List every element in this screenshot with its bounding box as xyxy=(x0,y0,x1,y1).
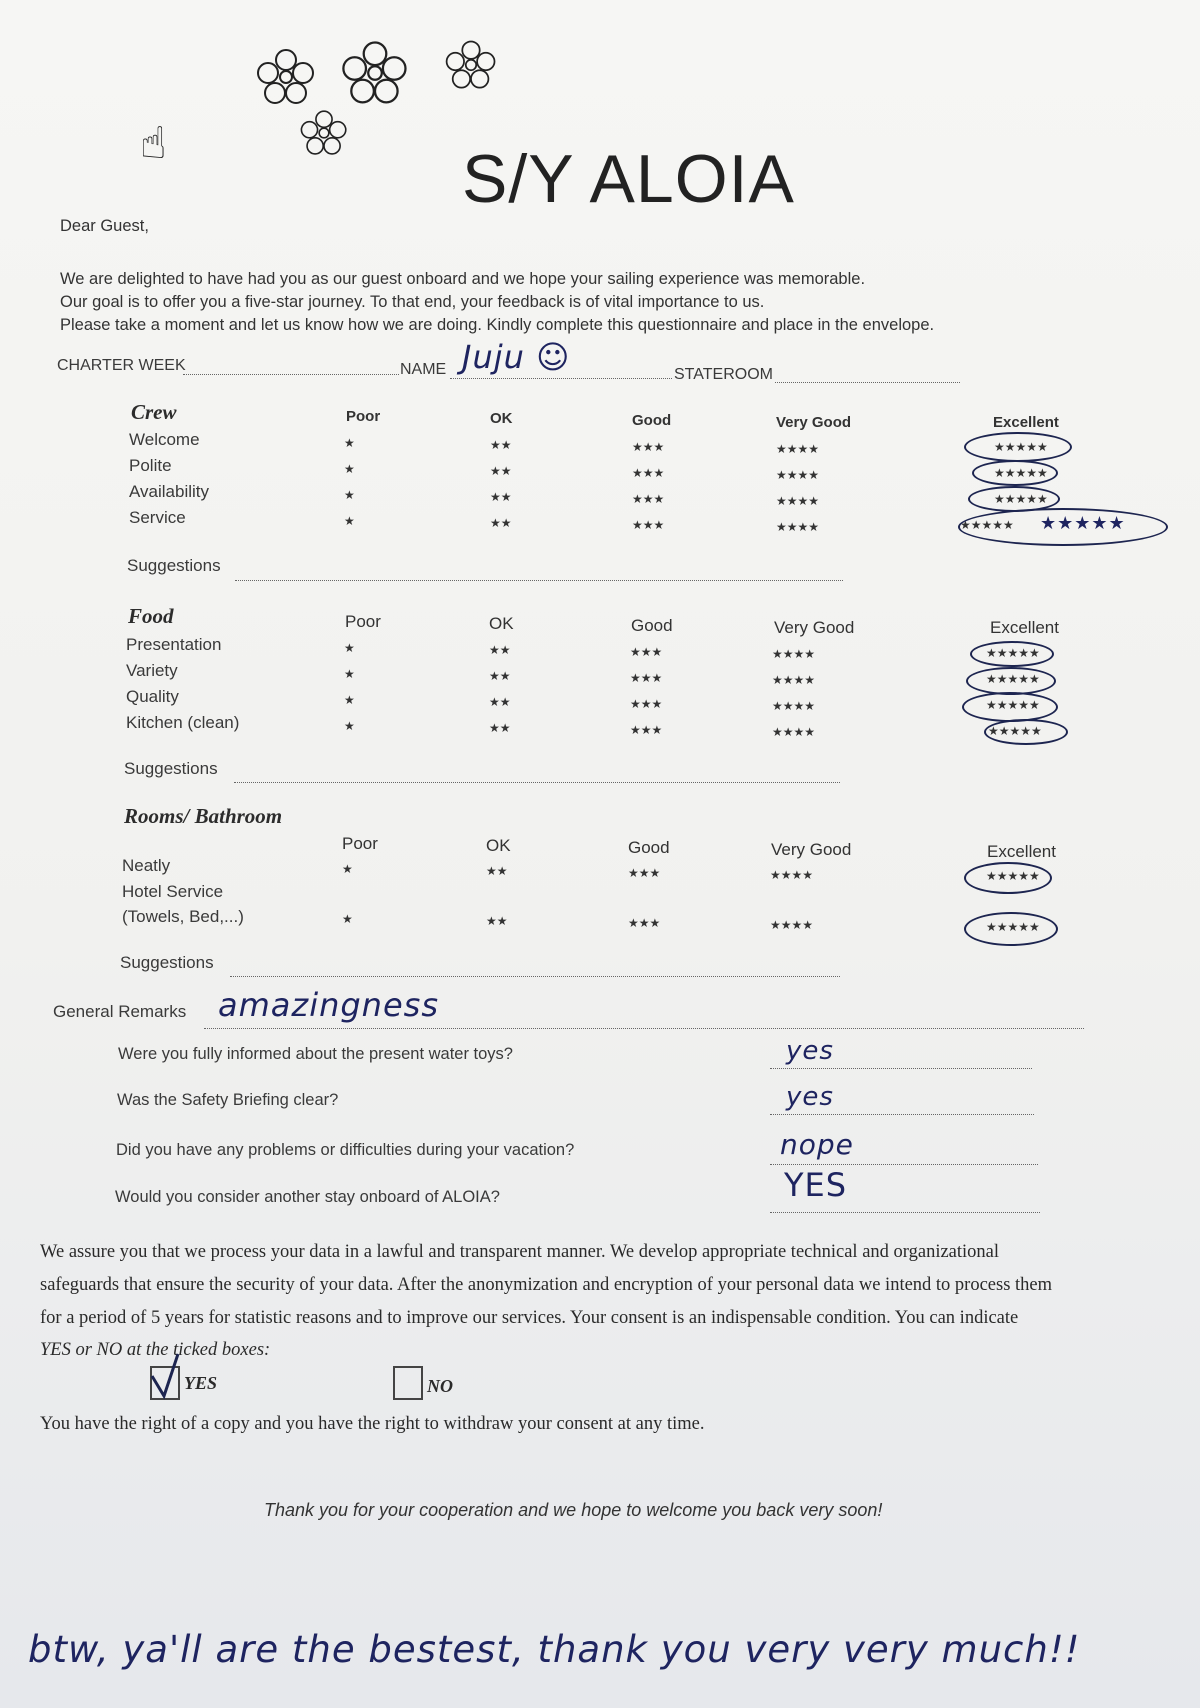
stateroom-field[interactable] xyxy=(775,382,960,383)
star-rating-1[interactable]: ★ xyxy=(344,514,355,528)
selection-circle xyxy=(962,692,1058,722)
answer-field[interactable] xyxy=(770,1068,1032,1069)
star-rating-2[interactable]: ★★ xyxy=(490,464,512,478)
answer-another-stay: YES xyxy=(784,1166,848,1204)
crew-suggestions-label: Suggestions xyxy=(127,556,221,575)
col-ok: OK xyxy=(486,836,511,855)
handwritten-note: btw, ya'll are the bestest, thank you very very much!! xyxy=(28,1628,1081,1671)
star-rating-4[interactable]: ★★★★ xyxy=(776,520,820,534)
star-rating-5[interactable]: ★★★★★ xyxy=(986,869,1040,883)
crew-item-service: Service xyxy=(129,508,186,527)
food-item-variety: Variety xyxy=(126,661,178,680)
star-rating-3[interactable]: ★★★ xyxy=(632,518,665,532)
crew-item-polite: Polite xyxy=(129,456,172,475)
rooms-suggestions-label: Suggestions xyxy=(120,953,214,972)
star-rating-5[interactable]: ★★★★★ xyxy=(988,724,1042,738)
col-excellent: Excellent xyxy=(993,414,1059,431)
star-rating-1[interactable]: ★ xyxy=(344,641,355,655)
greeting: Dear Guest, xyxy=(60,217,149,235)
food-item-kitchen: Kitchen (clean) xyxy=(126,713,240,732)
star-rating-3[interactable]: ★★★ xyxy=(630,697,663,711)
star-rating-5[interactable]: ★★★★★ xyxy=(994,492,1048,506)
intro-line: Please take a moment and let us know how we are doing. Kindly complete this questionnaire and place in the envelope. xyxy=(60,316,935,334)
question-water-toys: Were you fully informed about the present water toys? xyxy=(118,1045,513,1063)
star-rating-5[interactable]: ★★★★★ xyxy=(986,672,1040,686)
star-rating-5[interactable]: ★★★★★ xyxy=(986,920,1040,934)
star-rating-1[interactable]: ★ xyxy=(344,462,355,476)
answer-safety-briefing: yes xyxy=(786,1082,834,1112)
star-rating-1[interactable]: ★ xyxy=(342,912,353,926)
crew-item-welcome: Welcome xyxy=(129,430,200,449)
extra-stars-scribble: ★★★★★ xyxy=(1040,513,1126,534)
col-poor: Poor xyxy=(342,834,378,853)
charter-week-label: CHARTER WEEK xyxy=(57,357,186,374)
selection-circle xyxy=(958,508,1168,546)
flower-doodle-icon xyxy=(340,38,410,108)
answer-field[interactable] xyxy=(770,1114,1034,1115)
crew-item-availability: Availability xyxy=(129,482,210,501)
star-rating-1[interactable]: ★ xyxy=(344,667,355,681)
star-rating-2[interactable]: ★★ xyxy=(486,914,508,928)
star-rating-4[interactable]: ★★★★ xyxy=(776,468,820,482)
consent-no-label: NO xyxy=(427,1376,453,1396)
rooms-suggestions-field[interactable] xyxy=(230,976,840,977)
question-another-stay: Would you consider another stay onboard of ALOIA? xyxy=(115,1188,500,1206)
answer-water-toys: yes xyxy=(786,1036,834,1066)
flower-doodle-icon xyxy=(444,38,498,92)
col-very-good: Very Good xyxy=(771,840,852,859)
food-item-presentation: Presentation xyxy=(126,635,222,654)
star-rating-1[interactable]: ★ xyxy=(342,862,353,876)
name-field[interactable] xyxy=(450,378,672,379)
rooms-item-hotel-service: Hotel Service xyxy=(122,882,224,901)
star-rating-2[interactable]: ★★ xyxy=(486,864,508,878)
selection-circle xyxy=(984,719,1068,745)
question-safety-briefing: Was the Safety Briefing clear? xyxy=(117,1091,339,1109)
col-good: Good xyxy=(632,412,672,429)
rooms-item-towels-bed: (Towels, Bed,...) xyxy=(122,907,244,926)
col-poor: Poor xyxy=(346,408,381,425)
col-good: Good xyxy=(631,616,673,635)
food-suggestions-label: Suggestions xyxy=(124,759,218,778)
star-rating-4[interactable]: ★★★★ xyxy=(772,699,816,713)
selection-circle xyxy=(966,667,1056,695)
selection-circle xyxy=(972,460,1058,486)
general-remarks-field[interactable] xyxy=(204,1028,1084,1029)
star-rating-2[interactable]: ★★ xyxy=(490,516,512,530)
selection-circle xyxy=(964,912,1058,946)
col-excellent: Excellent xyxy=(990,618,1059,637)
col-good: Good xyxy=(628,838,670,857)
rooms-item-neatly: Neatly xyxy=(122,856,171,875)
general-remarks-label: General Remarks xyxy=(53,1002,187,1021)
star-rating-5[interactable]: ★★★★★ xyxy=(960,518,1014,532)
flower-doodle-icon xyxy=(255,46,317,108)
name-value: Juju ☺ xyxy=(462,338,571,376)
star-rating-3[interactable]: ★★★ xyxy=(632,492,665,506)
food-section-title: Food xyxy=(128,604,174,628)
food-suggestions-field[interactable] xyxy=(234,782,840,783)
col-excellent: Excellent xyxy=(987,842,1056,861)
star-rating-3[interactable]: ★★★ xyxy=(630,645,663,659)
privacy-line: for a period of 5 years for statistic reasons and to improve our services. Your consent is an indispensable condition. You can indicate xyxy=(40,1308,1019,1328)
star-rating-3[interactable]: ★★★ xyxy=(630,723,663,737)
privacy-line: YES or NO at the ticked boxes: xyxy=(40,1340,271,1360)
selection-circle xyxy=(964,432,1072,462)
star-rating-3[interactable]: ★★★ xyxy=(628,866,661,880)
star-rating-2[interactable]: ★★ xyxy=(489,721,511,735)
star-rating-1[interactable]: ★ xyxy=(344,693,355,707)
name-label: NAME xyxy=(400,361,447,378)
star-rating-3[interactable]: ★★★ xyxy=(628,916,661,930)
star-rating-4[interactable]: ★★★★ xyxy=(772,673,816,687)
answer-field[interactable] xyxy=(770,1212,1040,1213)
star-rating-5[interactable]: ★★★★★ xyxy=(994,466,1048,480)
selection-circle xyxy=(970,641,1054,667)
star-rating-3[interactable]: ★★★ xyxy=(630,671,663,685)
col-ok: OK xyxy=(489,614,514,633)
star-rating-5[interactable]: ★★★★★ xyxy=(986,698,1040,712)
star-rating-3[interactable]: ★★★ xyxy=(632,440,665,454)
star-rating-2[interactable]: ★★ xyxy=(489,695,511,709)
col-ok: OK xyxy=(490,410,513,427)
privacy-line: We assure you that we process your data in a lawful and transparent manner. We develop appropriate technical and organizational xyxy=(40,1242,1000,1262)
star-rating-4[interactable]: ★★★★ xyxy=(776,442,820,456)
star-rating-1[interactable]: ★ xyxy=(344,436,355,450)
consent-yes-label: YES xyxy=(184,1373,218,1393)
intro-line: Our goal is to offer you a five-star journey. To that end, your feedback is of vital importance to us. xyxy=(60,293,765,311)
star-rating-1[interactable]: ★ xyxy=(344,488,355,502)
star-rating-2[interactable]: ★★ xyxy=(489,643,511,657)
privacy-line: safeguards that ensure the security of your data. After the anonymization and encryption of your personal data we intend to process them xyxy=(40,1275,1053,1295)
star-rating-4[interactable]: ★★★★ xyxy=(770,868,814,882)
crew-suggestions-field[interactable] xyxy=(235,580,843,581)
intro-line: We are delighted to have had you as our guest onboard and we hope your sailing experience was memorable. xyxy=(60,270,866,288)
rooms-section-title: Rooms/ Bathroom xyxy=(124,804,283,828)
star-rating-2[interactable]: ★★ xyxy=(490,438,512,452)
star-rating-2[interactable]: ★★ xyxy=(489,669,511,683)
star-rating-5[interactable]: ★★★★★ xyxy=(994,440,1048,454)
crew-section-title: Crew xyxy=(131,400,177,424)
answer-field[interactable] xyxy=(770,1164,1038,1165)
general-remarks-value: amazingness xyxy=(218,986,439,1024)
star-rating-1[interactable]: ★ xyxy=(344,719,355,733)
charter-week-field[interactable] xyxy=(183,374,399,375)
col-very-good: Very Good xyxy=(776,414,852,431)
thanks-text: Thank you for your cooperation and we hope to welcome you back very soon! xyxy=(264,1500,883,1520)
page-title: S/Y ALOIA xyxy=(462,141,795,217)
star-rating-4[interactable]: ★★★★ xyxy=(772,725,816,739)
star-rating-4[interactable]: ★★★★ xyxy=(772,647,816,661)
star-rating-5[interactable]: ★★★★★ xyxy=(986,646,1040,660)
col-very-good: Very Good xyxy=(774,618,855,637)
question-problems: Did you have any problems or difficulties during your vacation? xyxy=(116,1141,575,1159)
col-poor: Poor xyxy=(345,612,381,631)
selection-circle xyxy=(964,862,1052,894)
star-rating-2[interactable]: ★★ xyxy=(490,490,512,504)
answer-problems: nope xyxy=(780,1128,854,1161)
star-rating-3[interactable]: ★★★ xyxy=(632,466,665,480)
star-rating-4[interactable]: ★★★★ xyxy=(770,918,814,932)
food-item-quality: Quality xyxy=(126,687,179,706)
consent-no-checkbox[interactable] xyxy=(393,1366,423,1400)
flower-doodle-icon xyxy=(296,108,352,158)
copy-rights-text: You have the right of a copy and you have the right to withdraw your consent at any time. xyxy=(40,1414,705,1434)
hand-doodle-icon: ☝ xyxy=(140,118,167,169)
stateroom-label: STATEROOM xyxy=(674,366,773,383)
star-rating-4[interactable]: ★★★★ xyxy=(776,494,820,508)
